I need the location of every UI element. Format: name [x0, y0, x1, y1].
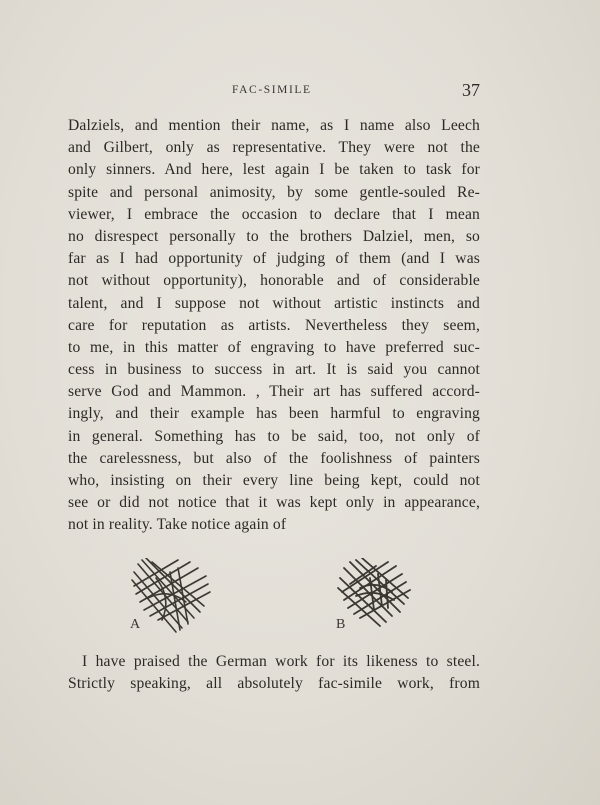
text-line: talent, and I suppose not without artistic instincts and: [68, 294, 480, 312]
page-number: 37: [462, 80, 480, 100]
text-line: serve God and Mammon. , Their art has suffered accord-: [68, 383, 480, 401]
text-line: the carelessness, but also of the foolishness of painters: [68, 449, 480, 467]
text-line: not without opportunity), honorable and of considerable: [68, 272, 480, 290]
crosshatch-a-illustration: [128, 558, 218, 638]
figure-b-label: B: [336, 617, 346, 632]
text-line: who, insisting on their every line being kept, could not: [68, 472, 480, 489]
figure-b: [330, 558, 420, 638]
text-line: cess in business to success in art. It is said you cannot: [68, 361, 480, 379]
text-line: only sinners. And here, lest again I be taken to task for: [68, 161, 480, 179]
text-line: I have praised the German work for its likeness to steel.: [82, 653, 480, 670]
text-line: to me, in this matter of engraving to have preferred suc-: [68, 338, 480, 356]
text-line: in general. Something has to be said, too, not only of: [68, 427, 480, 445]
paragraph-2: [68, 651, 480, 695]
running-head: FAC-SIMILE: [232, 84, 312, 96]
text-line: Strictly speaking, all absolutely fac-simile work, from: [68, 675, 480, 693]
figure-a-label: A: [130, 617, 141, 632]
text-line: ingly, and their example has been harmful to engraving: [68, 405, 480, 423]
text-line: far as I had opportunity of judging of them (and I was: [68, 250, 480, 268]
text-line: not in reality. Take notice again of: [68, 516, 287, 534]
text-line: no disrespect personally to the brothers Dalziel, men, so: [68, 227, 480, 245]
figure-a: [128, 558, 218, 638]
text-line: viewer, I embrace the occasion to declare that I mean: [68, 205, 480, 223]
text-line: and Gilbert, only as representative. They were not the: [68, 139, 480, 157]
text-line: see or did not notice that it was kept only in appearance,: [68, 494, 480, 512]
text-line: care for reputation as artists. Nevertheless they seem,: [68, 316, 480, 334]
page-header: [0, 80, 600, 106]
text-line: Dalziels, and mention their name, as I name also Leech: [68, 117, 480, 134]
paragraph-1: [68, 115, 480, 537]
text-line: spite and personal animosity, by some gentle-souled Re-: [68, 183, 480, 201]
